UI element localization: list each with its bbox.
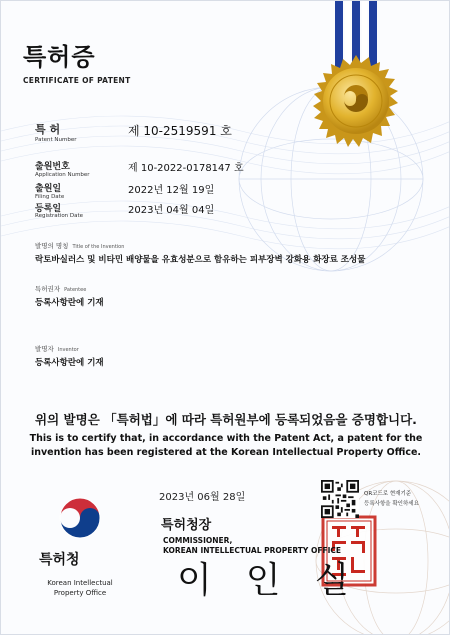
application-number-value: 제 10-2022-0178147 호 (128, 163, 244, 174)
certificate-title: 특허증 (23, 43, 96, 71)
patentee-value: 등록사항란에 기재 (35, 298, 104, 308)
patentee-label: 특허권자 Patentee (35, 285, 87, 293)
inventor-label: 발명자 Inventor (35, 345, 79, 353)
inventor-value: 등록사항란에 기재 (35, 358, 104, 368)
qr-note-line1: QR코드로 현재기준 (364, 491, 412, 497)
patent-number-value: 제 10-2519591 호 (128, 124, 232, 138)
issue-date: 2023년 06월 28일 (159, 492, 246, 503)
filing-date-label: 출원일 (35, 184, 62, 194)
filing-date-value: 2022년 12월 19일 (128, 185, 215, 196)
invention-title-value: 락토바실러스 및 비타민 배양물을 유효성분으로 함유하는 피부장벽 강화용 화장료 조성물 (35, 255, 366, 265)
office-name-ko: 특허청 (39, 552, 80, 568)
registration-date-value: 2023년 04월 04일 (128, 205, 215, 216)
commissioner-title-en-line2: KOREAN INTELLECTUAL PROPERTY OFFICE (163, 546, 342, 555)
commissioner-title-ko: 특허청장 (161, 518, 212, 533)
commissioner-title-en-line1: COMMISSIONER, (163, 536, 233, 545)
patent-number-label: 특 허 (35, 123, 61, 136)
certification-statement-en-line1: This is to certify that, in accordance with the Patent Act, a patent for the (29, 433, 423, 444)
qr-note-line2: 등록사항을 확인하세요 (364, 501, 419, 507)
qr-code[interactable] (321, 480, 359, 518)
filing-date-label-en: Filing Date (35, 194, 65, 200)
invention-title-label: 발명의 명칭 Title of the Invention (35, 242, 125, 250)
application-number-label: 출원번호 (35, 162, 70, 172)
patent-number-label-en: Patent Number (35, 137, 77, 143)
registration-date-label: 등록일 (35, 204, 62, 214)
gold-seal (313, 55, 398, 147)
office-name-en-line2: Property Office (53, 589, 107, 597)
certification-statement-en-line2: invention has been registered at the Korean Intellectual Property Office. (30, 447, 422, 458)
certificate-title-english: CERTIFICATE OF PATENT (23, 76, 131, 85)
commissioner-signature: 이인실 (177, 560, 384, 601)
certification-statement-ko: 위의 발명은 「특허법」에 따라 특허원부에 등록되었음을 증명합니다. (35, 412, 417, 427)
application-number-label-en: Application Number (35, 172, 90, 178)
kipo-logo-icon (60, 498, 100, 538)
registration-date-label-en: Registration Date (35, 213, 84, 219)
office-name-en-line1: Korean Intellectual (47, 579, 113, 587)
